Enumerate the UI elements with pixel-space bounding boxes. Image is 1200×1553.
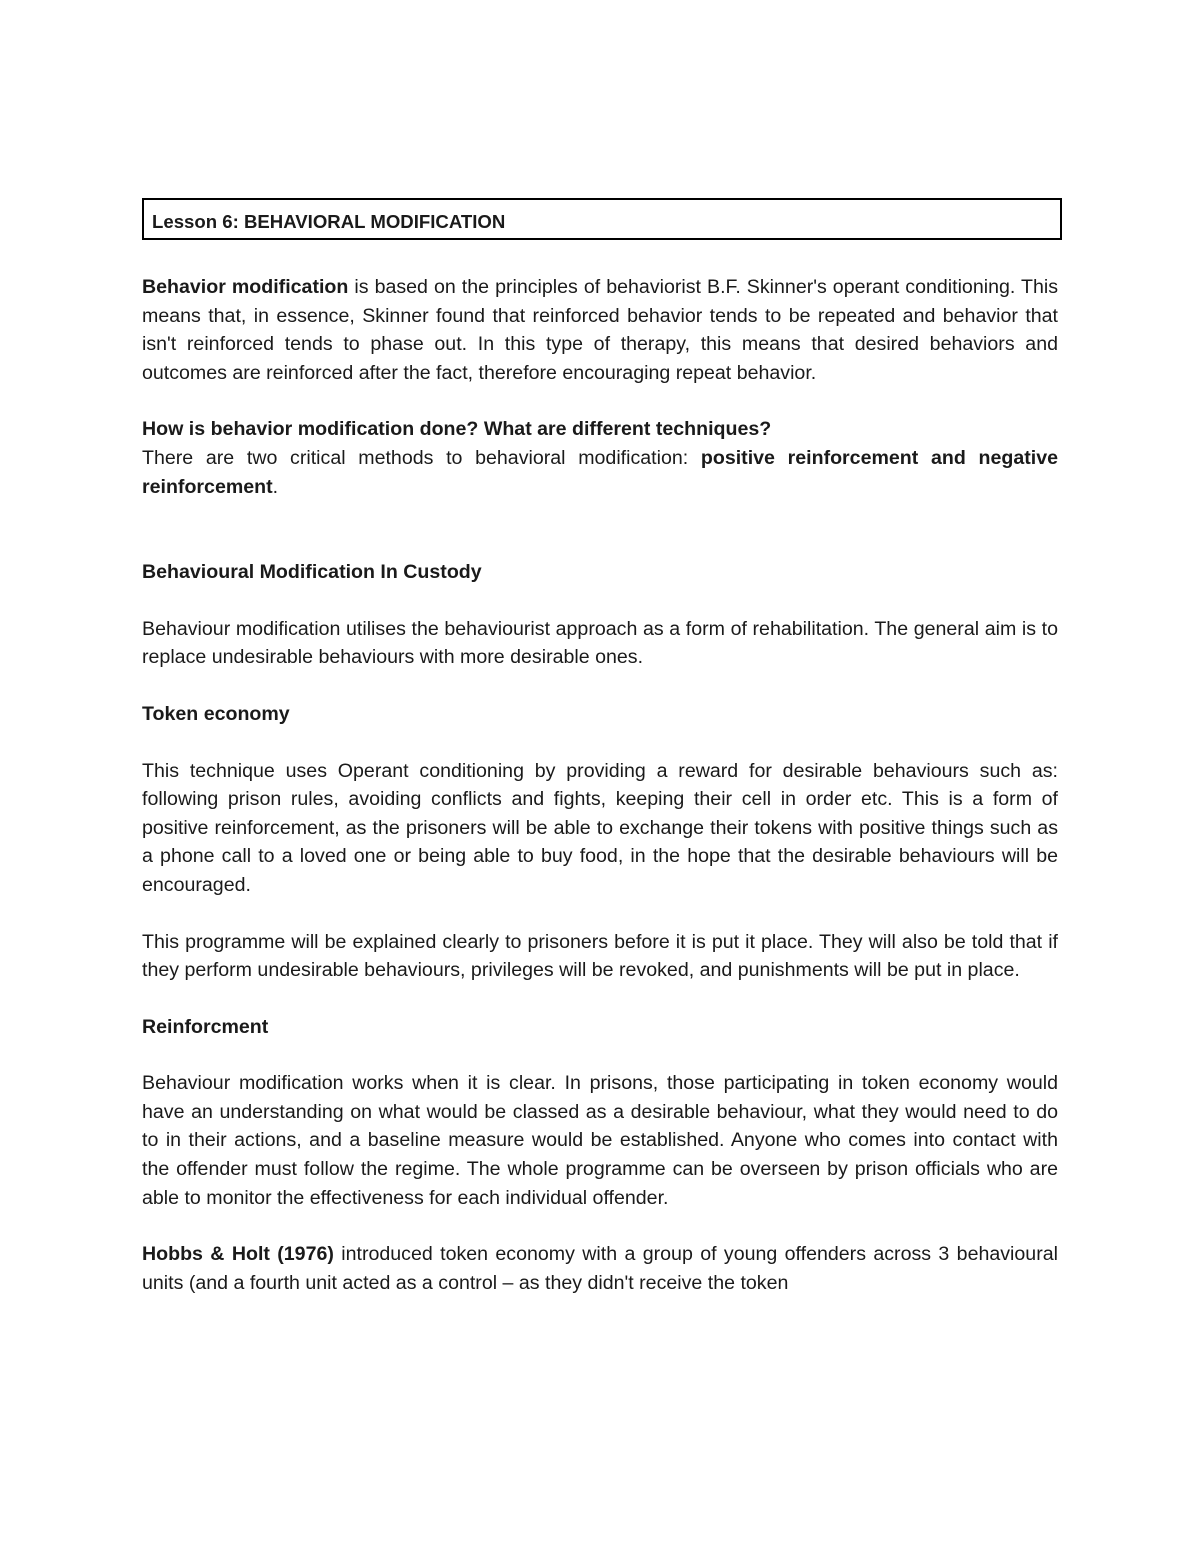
techniques-text-before: There are two critical methods to behavioral modification: [142, 446, 701, 469]
intro-paragraph [142, 273, 1058, 387]
reinforcement-paragraph: Behaviour modification works when it is clear. In prisons, those participating in token economy would have an understanding on what would be classed as a desirable behaviour, what they would need to do to in their actions, and a baseline measure would be established. Anyone who comes into contact with the offender must follow the regime. The whole programme can be overseen by prison officials who are able to monitor the effectiveness for each individual offender. [142, 1072, 1058, 1209]
study-paragraph [142, 1240, 1058, 1297]
study-citation: Hobbs & Holt (1976) [142, 1243, 334, 1266]
techniques-text-after: . [272, 475, 279, 498]
study-text: introduced token economy with a group of young offenders across 3 behavioural units (and a fourth unit acted as a control – as they didn't receive the token [142, 1243, 1058, 1294]
token-economy-paragraph-2: This programme will be explained clearly to prisoners before it is put it place. They will also be told that if they perform undesirable behaviours, privileges will be revoked, and punishments will be put in place. [142, 930, 1058, 982]
intro-term: Behavior modification [142, 276, 349, 298]
techniques-heading: How is behavior modification done? What are different techniques? [142, 418, 772, 441]
document-page [142, 198, 1058, 1297]
techniques-paragraph [142, 444, 1058, 501]
techniques-bold: positive reinforcement and negative reinforcement [142, 446, 1058, 498]
intro-text: is based on the principles of behaviorist B.F. Skinner's operant conditioning. This means that, in essence, Skinner found that reinforced behavior tends to be repeated and behavior that isn't reinforced tends to phase out. In this type of therapy, this means that desired behaviors and outcomes are reinforced after the fact, therefore encouraging repeat behavior. [142, 276, 1059, 384]
custody-heading: Behavioural Modification In Custody [142, 561, 482, 584]
lesson-title: Lesson 6: BEHAVIORAL MODIFICATION [142, 198, 1062, 240]
custody-paragraph: Behaviour modification utilises the behaviourist approach as a form of rehabilitation. The general aim is to replace undesirable behaviours with more desirable ones. [142, 617, 1058, 669]
token-economy-heading: Token economy [142, 702, 290, 725]
reinforcement-heading: Reinforcment [142, 1015, 269, 1038]
token-economy-paragraph-1: This technique uses Operant conditioning by providing a reward for desirable behaviours such as: following prison rules, avoiding conflicts and fights, keeping their cell in order etc. This is a form of positive reinforcement, as the prisoners will be able to exchange their tokens with positive things such as a phone call to a loved one or being able to buy food, in the hope that the desirable behaviours will be encouraged. [142, 759, 1058, 896]
